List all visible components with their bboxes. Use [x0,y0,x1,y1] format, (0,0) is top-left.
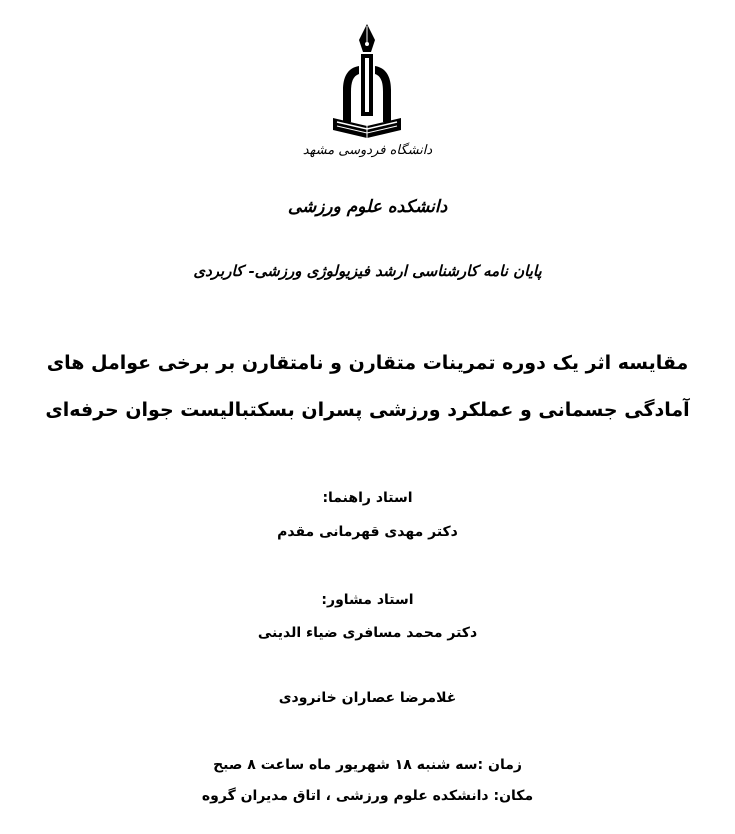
thesis-type: پایان نامه کارشناسی ارشد فیزیولوژی ورزشی- کاربردی [193,262,542,280]
student-name: غلامرضا عصاران خانرودی [278,690,457,706]
university-name: دانشگاه فردوسی مشهد [302,143,433,158]
thesis-title-line-2: آمادگی جسمانی و عملکرد ورزشی پسران بسکتبالیست جوان حرفه‌ای [45,399,690,421]
supervisor-label: استاد راهنما: [322,490,413,506]
thesis-title-line-1: مقایسه اثر یک دوره تمرینات متقارن و نامتقارن بر برخی عوامل های [46,352,689,374]
faculty-name: دانشکده علوم ورزشی [287,197,448,217]
defense-time: زمان :سه شنبه ۱۸ شهریور ماه ساعت ۸ صبح [213,757,522,773]
advisor-label: استاد مشاور: [321,592,414,608]
defense-place: مکان: دانشکده علوم ورزشی ، اتاق مدیران گروه [201,788,534,804]
supervisor-name: دکتر مهدی قهرمانی مقدم [277,524,458,540]
university-logo [319,22,415,142]
advisor-name: دکتر محمد مسافری ضیاء الدینی [257,625,478,641]
